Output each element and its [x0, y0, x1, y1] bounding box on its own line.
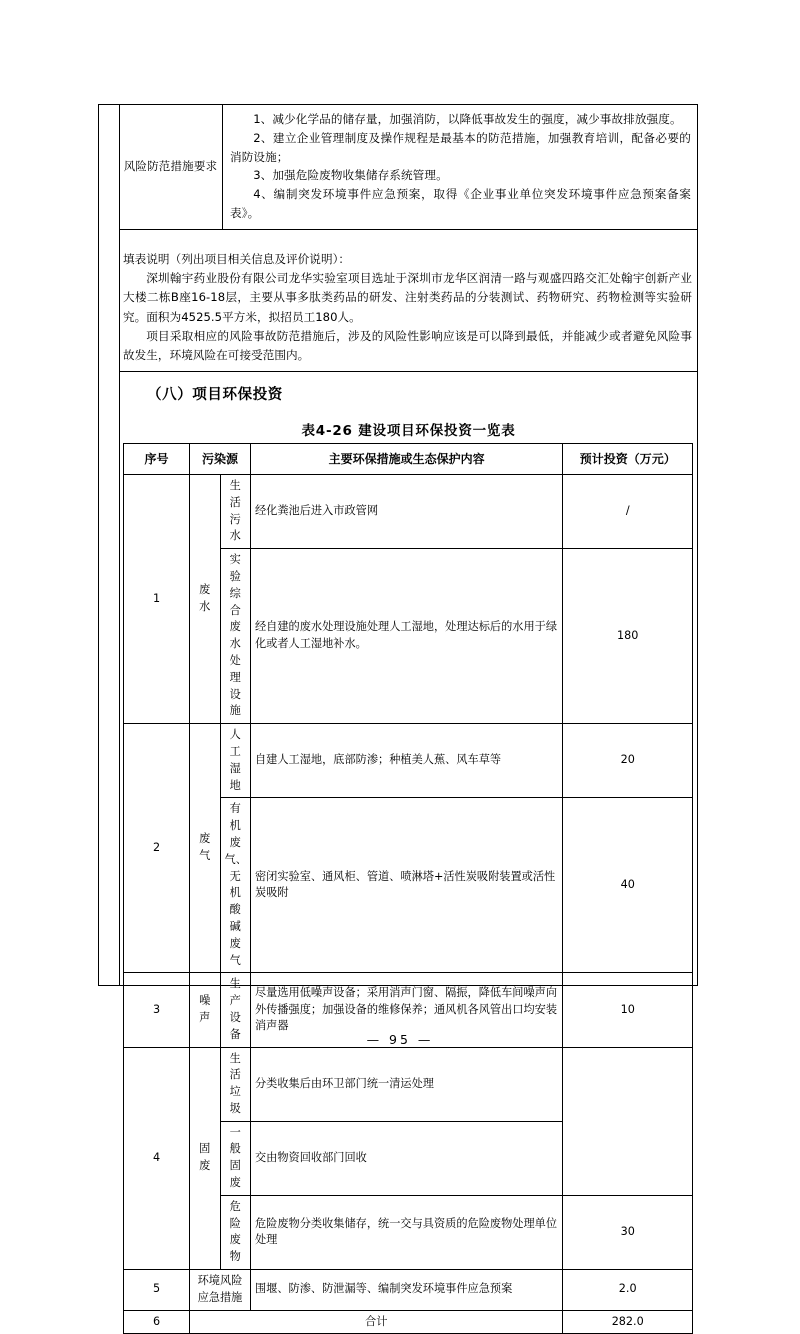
table-total-row: [124, 1310, 693, 1334]
cell-amount: 2.0: [563, 1270, 693, 1311]
form-note-row: [119, 246, 698, 372]
cell-no: 1: [124, 475, 190, 724]
table-header-row: [124, 444, 693, 475]
column-header-amount: 预计投资（万元）: [563, 444, 693, 475]
cell-category: 废气: [190, 724, 220, 973]
page-number: — 95 —: [366, 1032, 434, 1047]
table-row: [124, 724, 693, 798]
section-heading: （八）项目环保投资: [147, 387, 283, 403]
column-header-no: 序号: [124, 444, 190, 475]
cell-measure: 经自建的废水处理设施处理人工湿地，处理达标后的水用于绿化或者人工湿地补水。: [250, 549, 562, 724]
table-row: [124, 475, 693, 549]
cell-source: 有机废气、无机酸碱废气: [220, 798, 250, 973]
cell-amount: 10: [563, 973, 693, 1047]
risk-item: 4、编制突发环境事件应急预案，取得《企业事业单位突发环境事件应急预案备案表》。: [230, 187, 691, 220]
cell-amount: 40: [563, 798, 693, 973]
table-body: [124, 475, 693, 1334]
cell-source: 实验综合废水处理设施: [220, 549, 250, 724]
cell-category: 废水: [190, 475, 220, 724]
risk-item: 2、建立企业管理制度及操作规程是最基本的防范措施，加强教育培训，配备必要的消防设施；: [230, 130, 691, 164]
cell-measure: 分类收集后由环卫部门统一清运处理: [250, 1047, 562, 1121]
form-note-paragraph: 深圳翰宇药业股份有限公司龙华实验室项目选址于深圳市龙华区润清一路与观盛四路交汇处翰宇创新产业大楼二栋B座16-18层，主要从事多肽类药品的研发、注射类药品的分装测试、药物研究、药物检测等实验研究。面积为4525.5平方米，拟招员工180人。: [123, 271, 692, 324]
cell-amount: 20: [563, 724, 693, 798]
cell-source: 一般固废: [220, 1121, 250, 1195]
risk-prevention-row: [119, 105, 698, 230]
cell-measure: 密闭实验室、通风柜、管道、喷淋塔+活性炭吸附装置或活性炭吸附: [250, 798, 562, 973]
cell-source: 人工湿地: [220, 724, 250, 798]
cell-source: 危险废物: [220, 1195, 250, 1269]
cell-no: 5: [124, 1270, 190, 1311]
table-caption: 表4-26 建设项目环保投资一览表: [301, 423, 516, 439]
cell-source: 生产设备: [220, 973, 250, 1047]
cell-measure: 自建人工湿地，底部防渗；种植美人蕉、风车草等: [250, 724, 562, 798]
table-row: [124, 1047, 693, 1121]
cell-no: 3: [124, 973, 190, 1047]
table-header: [124, 444, 693, 475]
cell-measure: 尽量选用低噪声设备；采用消声门窗、隔振，降低车间噪声向外传播强度；加强设备的维修保养；通风机各风管出口均安装消声器: [250, 973, 562, 1047]
cell-source: 生活污水: [220, 475, 250, 549]
column-header-source: 污染源: [190, 444, 251, 475]
cell-source: 生活垃圾: [220, 1047, 250, 1121]
cell-amount: [563, 1047, 693, 1195]
table-row: [124, 1270, 693, 1311]
cell-category: 固废: [190, 1047, 220, 1270]
cell-category: 环境风险应急措施: [190, 1270, 251, 1311]
cell-total-label: 合计: [190, 1310, 563, 1334]
cell-measure: 交由物资回收部门回收: [250, 1121, 562, 1195]
cell-amount: /: [563, 475, 693, 549]
form-note-heading: 填表说明（列出项目相关信息及评价说明）：: [123, 252, 351, 266]
risk-item: 3、加强危险废物收集储存系统管理。: [253, 168, 448, 183]
column-header-measures: 主要环保措施或生态保护内容: [250, 444, 562, 475]
cell-amount: 180: [563, 549, 693, 724]
risk-prevention-content-cell: [223, 105, 698, 229]
cell-measure: 经化粪池后进入市政管网: [250, 475, 562, 549]
risk-item: 1、减少化学品的储存量，加强消防，以降低事故发生的强度，减少事故排放强度。: [253, 112, 682, 126]
cell-no: 6: [124, 1310, 190, 1334]
risk-prevention-label-cell: [119, 105, 223, 229]
cell-category: 噪声: [190, 973, 220, 1047]
cell-measure: 围堰、防渗、防泄漏等、编制突发环境事件应急预案: [250, 1270, 562, 1311]
risk-prevention-label: 风险防范措施要求: [123, 158, 218, 173]
cell-measure: 危险废物分类收集储存，统一交与具资质的危险废物处理单位处理: [250, 1195, 562, 1269]
cell-no: 2: [124, 724, 190, 973]
environmental-investment-table: [123, 443, 693, 1334]
cell-total-amount: 282.0: [563, 1310, 693, 1334]
cell-no: 4: [124, 1047, 190, 1270]
cell-amount: 30: [563, 1195, 693, 1269]
form-note-paragraph: 项目采取相应的风险事故防范措施后，涉及的风险性影响应该是可以降到最低，并能减少或者避免风险事故发生，环境风险在可接受范围内。: [123, 328, 692, 363]
